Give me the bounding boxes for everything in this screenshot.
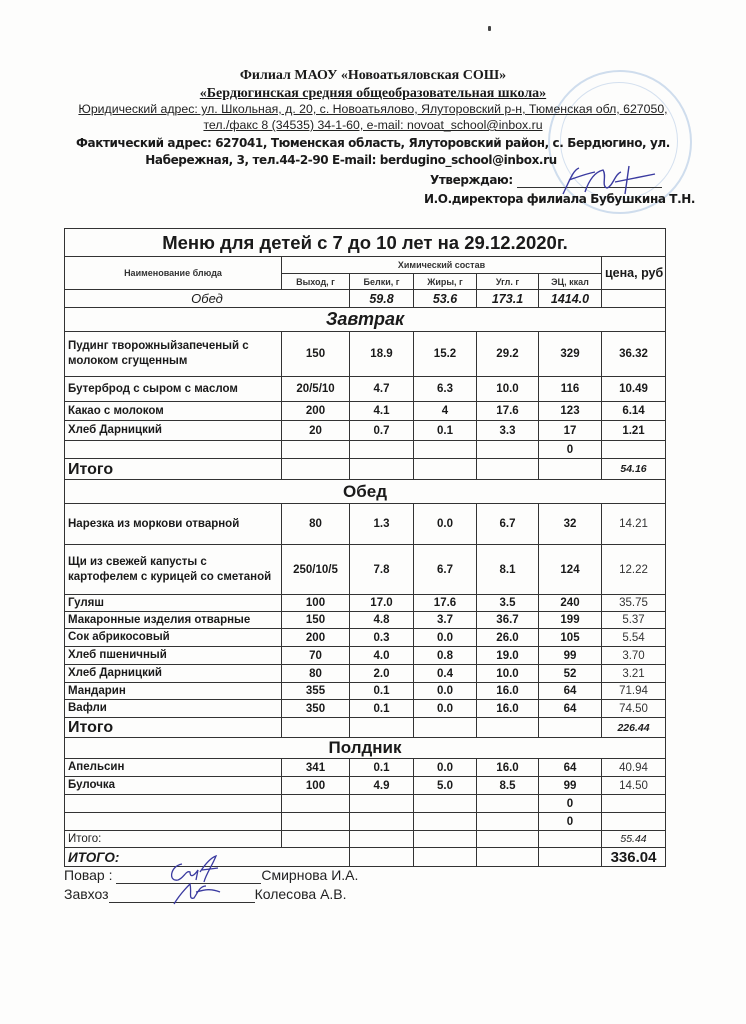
dish-fat: 17.6 [414,595,477,612]
lunch-rows [65,504,666,718]
dish-price: 1.21 [602,421,666,441]
breakfast-total-row [65,459,666,480]
dish-weight: 150 [282,332,350,377]
lunch-total-price: 226.44 [602,718,666,738]
table-row [65,759,666,777]
summary-row [65,290,666,308]
dish-weight [282,813,350,831]
dish-name: Сок абрикосовый [65,629,282,647]
dish-carbs: 10.0 [477,377,539,402]
dish-carbs: 16.0 [477,759,539,777]
menu-table [64,228,666,867]
grand-total-label: ИТОГО: [65,848,350,867]
dish-carbs: 26.0 [477,629,539,647]
dish-protein: 1.3 [350,504,414,545]
table-row [65,647,666,665]
dish-name: Макаронные изделия отварные [65,612,282,629]
table-row [65,700,666,718]
table-row [65,612,666,629]
dish-fat: 0.1 [414,421,477,441]
school-name: «Бердюгинская средняя общеобразовательная школа» [199,86,547,101]
dish-weight: 355 [282,683,350,700]
grand-total-price: 336.04 [602,848,666,867]
dish-name: Булочка [65,777,282,795]
dish-price: 10.49 [602,377,666,402]
col-header-price: цена, руб [602,257,666,290]
dish-protein: 4.7 [350,377,414,402]
dish-weight: 70 [282,647,350,665]
dish-kcal: 99 [539,647,602,665]
dish-protein: 0.7 [350,421,414,441]
dish-protein: 0.1 [350,683,414,700]
dish-price: 35.75 [602,595,666,612]
summary-label: Обед [65,290,350,308]
col-header-name: Наименование блюда [65,257,282,290]
dish-carbs: 29.2 [477,332,539,377]
dish-fat: 0.0 [414,504,477,545]
dish-fat [414,795,477,813]
table-row [65,545,666,595]
dish-kcal: 32 [539,504,602,545]
grand-total-row [65,848,666,867]
dish-fat: 0.0 [414,629,477,647]
dish-protein [350,813,414,831]
dish-kcal: 329 [539,332,602,377]
cook-name: Смирнова И.А. [261,867,359,883]
dish-price [602,813,666,831]
dish-weight: 80 [282,504,350,545]
dish-carbs: 19.0 [477,647,539,665]
table-row [65,421,666,441]
dish-price: 12.22 [602,545,666,595]
dish-name: Хлеб пшеничный [65,647,282,665]
dish-fat: 15.2 [414,332,477,377]
summary-protein: 59.8 [350,290,414,308]
dish-kcal: 105 [539,629,602,647]
dish-weight: 350 [282,700,350,718]
section-lunch-title: Обед [65,480,666,504]
dish-kcal: 123 [539,402,602,421]
dish-fat: 0.4 [414,665,477,683]
dish-weight: 100 [282,777,350,795]
dish-fat: 0.0 [414,759,477,777]
dish-weight: 250/10/5 [282,545,350,595]
snack-total-row [65,831,666,848]
org-name: Филиал МАОУ «Новоатьяловская СОШ» [239,68,507,83]
dish-protein: 2.0 [350,665,414,683]
dish-price: 5.37 [602,612,666,629]
dish-name: Хлеб Дарницкий [65,665,282,683]
dish-fat: 6.3 [414,377,477,402]
col-header-carbs: Угл. г [477,274,539,290]
dish-weight: 200 [282,402,350,421]
dish-fat: 4 [414,402,477,421]
dish-fat: 6.7 [414,545,477,595]
table-row [65,777,666,795]
summary-fat: 53.6 [414,290,477,308]
dish-protein: 17.0 [350,595,414,612]
lunch-total-label: Итого [65,718,282,738]
dish-price: 3.21 [602,665,666,683]
legal-address: Юридический адрес: ул. Школьная, д. 20, с. Новоатьялово, Ялуторовский р-н, Тюменская обл, 627050, [78,102,668,116]
cook-label: Повар : [64,867,113,883]
dish-name [65,813,282,831]
dish-kcal: 64 [539,683,602,700]
dish-kcal: 64 [539,700,602,718]
dish-carbs [477,441,539,459]
table-row [65,402,666,421]
dish-fat: 3.7 [414,612,477,629]
dish-weight [282,795,350,813]
dish-weight: 20 [282,421,350,441]
table-row [65,377,666,402]
dish-name: Апельсин [65,759,282,777]
dish-kcal: 64 [539,759,602,777]
dish-name: Нарезка из моркови отварной [65,504,282,545]
breakfast-total-price: 54.16 [602,459,666,480]
dish-protein: 4.8 [350,612,414,629]
dish-fat [414,813,477,831]
storekeeper-name: Колесова А.В. [254,886,347,902]
dish-carbs: 8.5 [477,777,539,795]
summary-price [602,290,666,308]
dish-protein: 4.9 [350,777,414,795]
dish-kcal: 0 [539,813,602,831]
col-header-fat: Жиры, г [414,274,477,290]
col-header-chem: Химический состав [282,257,602,274]
dish-carbs: 16.0 [477,683,539,700]
dish-carbs: 16.0 [477,700,539,718]
breakfast-rows [65,332,666,459]
summary-kcal: 1414.0 [539,290,602,308]
dish-kcal: 17 [539,421,602,441]
dish-fat: 5.0 [414,777,477,795]
dish-protein: 0.1 [350,700,414,718]
dish-kcal: 199 [539,612,602,629]
dish-name: Вафли [65,700,282,718]
section-breakfast-title: Завтрак [65,308,666,332]
table-row [65,683,666,700]
dish-kcal: 99 [539,777,602,795]
dish-kcal: 124 [539,545,602,595]
dish-name: Какао с молоком [65,402,282,421]
dish-price: 3.70 [602,647,666,665]
actual-contacts: Набережная, 3, тел.44-2-90 E-mail: berdugino_school@inbox.ru [145,153,557,167]
snack-total-label: Итого: [65,831,282,848]
menu-title: Меню для детей с 7 до 10 лет на 29.12.2020г. [65,229,666,257]
cook-signature [160,852,230,907]
snack-rows [65,759,666,831]
dish-weight: 341 [282,759,350,777]
scan-speck [488,26,491,31]
table-row [65,665,666,683]
dish-carbs: 10.0 [477,665,539,683]
table-row [65,332,666,377]
table-row [65,595,666,612]
dish-carbs [477,795,539,813]
dish-carbs: 3.3 [477,421,539,441]
dish-protein: 0.3 [350,629,414,647]
dish-price: 40.94 [602,759,666,777]
dish-name: Хлеб Дарницкий [65,421,282,441]
dish-name: Щи из свежей капусты с картофелем с курицей со сметаной [65,545,282,595]
dish-kcal: 52 [539,665,602,683]
approve-label: Утверждаю: [430,173,513,187]
dish-fat: 0.0 [414,683,477,700]
dish-weight: 200 [282,629,350,647]
dish-kcal: 240 [539,595,602,612]
dish-name [65,441,282,459]
actual-address: Фактический адрес: 627041, Тюменская область, Ялуторовский район, с. Бердюгино, ул. [76,136,670,150]
breakfast-total-label: Итого [65,459,282,480]
legal-contacts: тел./факс 8 (34535) 34-1-60, e-mail: novoat_school@inbox.ru [203,118,543,132]
dish-carbs: 6.7 [477,504,539,545]
dish-carbs: 36.7 [477,612,539,629]
dish-weight: 150 [282,612,350,629]
dish-protein: 7.8 [350,545,414,595]
dish-name: Бутерброд с сыром с маслом [65,377,282,402]
dish-price: 74.50 [602,700,666,718]
col-header-kcal: ЭЦ, ккал [539,274,602,290]
col-header-protein: Белки, г [350,274,414,290]
dish-name: Мандарин [65,683,282,700]
dish-price [602,441,666,459]
table-row [65,504,666,545]
summary-carbs: 173.1 [477,290,539,308]
table-row [65,813,666,831]
dish-price: 36.32 [602,332,666,377]
section-snack-title: Полдник [65,738,666,759]
dish-protein: 4.1 [350,402,414,421]
dish-fat: 0.0 [414,700,477,718]
dish-name: Гуляш [65,595,282,612]
lunch-total-row [65,718,666,738]
snack-total-price: 55.44 [602,831,666,848]
col-header-weight: Выход, г [282,274,350,290]
director-signature [555,160,665,200]
dish-price: 14.50 [602,777,666,795]
dish-kcal: 0 [539,795,602,813]
table-row [65,629,666,647]
dish-carbs: 8.1 [477,545,539,595]
dish-price: 5.54 [602,629,666,647]
dish-protein: 18.9 [350,332,414,377]
dish-name: Пудинг творожныйзапеченый с молоком сгущенным [65,332,282,377]
dish-kcal: 116 [539,377,602,402]
dish-weight [282,441,350,459]
dish-weight: 20/5/10 [282,377,350,402]
director-name: И.О.директора филиала Бубушкина Т.Н. [424,192,696,206]
dish-price [602,795,666,813]
dish-carbs: 3.5 [477,595,539,612]
dish-carbs [477,813,539,831]
dish-price: 6.14 [602,402,666,421]
storekeeper-label: Завхоз [64,886,109,902]
dish-kcal: 0 [539,441,602,459]
dish-fat: 0.8 [414,647,477,665]
dish-name [65,795,282,813]
table-row [65,795,666,813]
table-row [65,441,666,459]
dish-protein: 0.1 [350,759,414,777]
dish-weight: 100 [282,595,350,612]
dish-protein [350,795,414,813]
dish-carbs: 17.6 [477,402,539,421]
dish-price: 14.21 [602,504,666,545]
dish-fat [414,441,477,459]
dish-weight: 80 [282,665,350,683]
dish-protein: 4.0 [350,647,414,665]
dish-price: 71.94 [602,683,666,700]
dish-protein [350,441,414,459]
